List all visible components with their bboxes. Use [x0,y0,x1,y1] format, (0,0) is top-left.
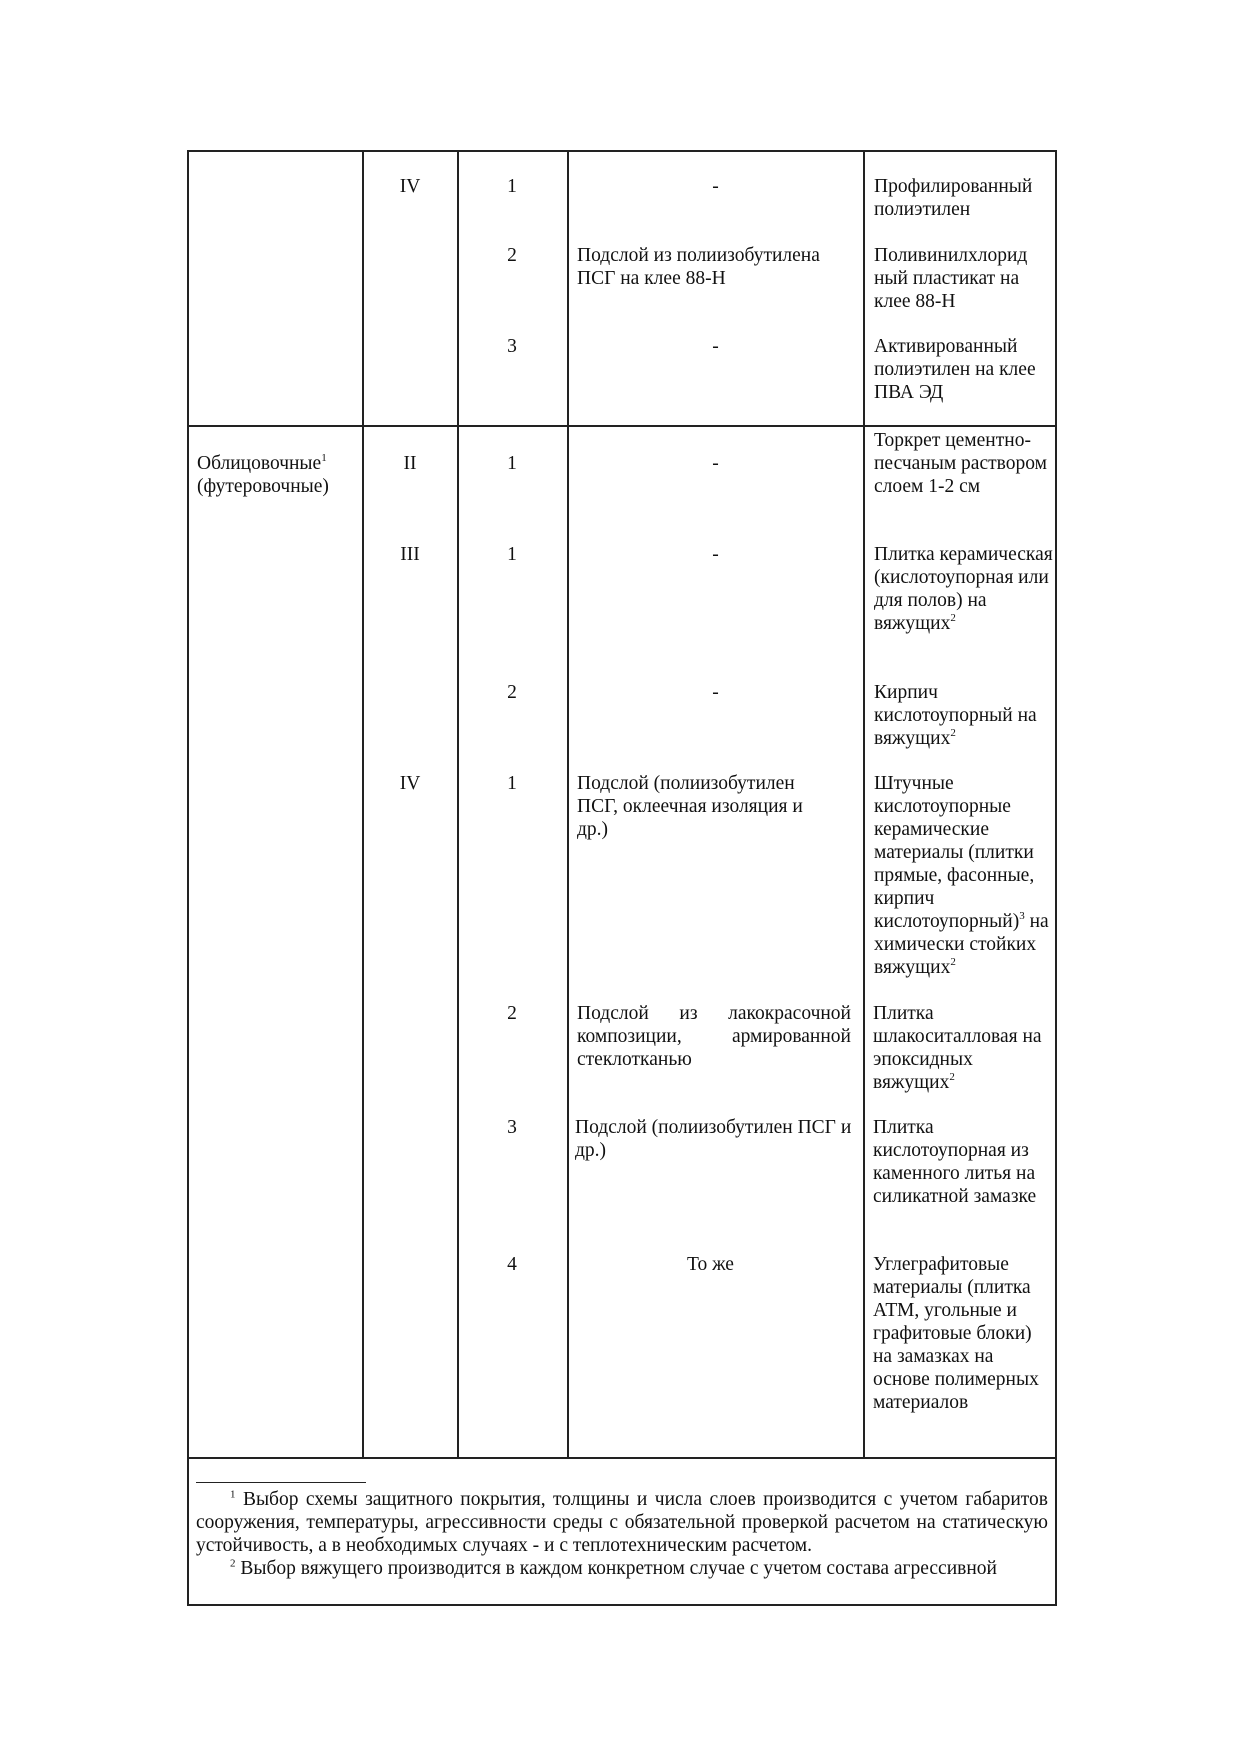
sublayer-cell: - [712,544,719,565]
footnote-ref: 3 [1019,909,1025,922]
layer-number: 1 [507,176,517,197]
footnote-text: Выбор вяжущего производится в каждом конкретном случае с учетом состава агрессивной [240,1558,997,1579]
row-divider-section [187,425,1057,427]
stage-label: IV [399,176,421,197]
group-name [197,452,362,475]
coating-cell: Торкрет цементно-песчаным раствором слоем 1-2 см [874,430,1047,497]
sublayer-cell: То же [687,1254,734,1275]
footnote-separator [196,1482,366,1483]
sublayer-cell: Подслой (полиизобутилен ПСГ, оклеечная изоляция и др.) [577,773,803,840]
sublayer-line: композиции, армированной [577,1026,851,1047]
col-divider-1 [362,150,364,1458]
layer-number: 1 [507,453,517,474]
footnote-ref: 2 [950,726,956,739]
group-name-text: Облицовочные [197,453,322,474]
group-name-sub: (футеровочные) [197,476,329,497]
coating-cell: Поливинилхлорид ный пластикат на клее 88-Н [874,245,1028,312]
layer-number: 2 [507,245,517,266]
stage-label: III [400,544,420,565]
footnote-ref: 1 [321,451,327,464]
coating-cell [874,543,1054,635]
layer-number: 3 [507,1117,517,1138]
coating-cell: Плитка кислотоупорная из каменного литья на силикатной замазке [873,1117,1037,1207]
sublayer-line: Подслой из лакокрасочной [577,1003,851,1024]
sublayer-cell: - [712,176,719,197]
footnote-ref: 2 [950,955,956,968]
row-divider-footnotes [187,1457,1057,1459]
footnote-2 [196,1557,1048,1580]
layer-number: 1 [507,773,517,794]
sublayer-cell: Подслой (полиизобутилен ПСГ и др.) [575,1117,852,1161]
coating-text: Плитка керамическая (кислотоупорная или для полов) на вяжущих [874,544,1053,634]
footnote-mark: 1 [230,1488,236,1501]
coating-cell [874,772,1054,979]
coating-text: на химически стойких вяжущих [874,911,1049,978]
footnote-text: Выбор схемы защитного покрытия, толщины и числа слоев производится с учетом габаритов сооружения, температуры, агрессивности среды с обязательной проверкой расчетом на статическую устойчивость, а в необходимых случаях - и с теплотехническим расчетом. [196,1489,1048,1556]
coating-cell [874,681,1054,750]
sublayer-cell: - [712,336,719,357]
footnote-mark: 2 [230,1557,236,1570]
sublayer-cell: Подслой из полиизобутилена ПСГ на клее 88-Н [577,245,820,289]
layer-number: 4 [507,1254,517,1275]
coating-cell: Профилированный полиэтилен [874,176,1033,220]
sublayer-cell: - [712,453,719,474]
stage-label: II [403,453,417,474]
layer-number: 3 [507,336,517,357]
footnote-ref: 2 [949,1070,955,1083]
footnote-1 [196,1488,1048,1557]
coating-text: Плитка шлакоситалловая на эпоксидных вяжущих [873,1003,1042,1093]
stage-label: IV [399,773,421,794]
footnote-ref: 2 [950,611,956,624]
layer-number: 2 [507,682,517,703]
col-divider-4 [863,150,865,1458]
sublayer-line: стеклотканью [577,1049,692,1070]
layer-number: 1 [507,544,517,565]
coating-cell: Углеграфитовые материалы (плитка АТМ, угольные и графитовые блоки) на замазках на основе полимерных материалов [873,1254,1039,1413]
layer-number: 2 [507,1003,517,1024]
coating-cell [873,1002,1053,1094]
coating-text: Кирпич кислотоупорный на вяжущих [874,682,1037,749]
coating-cell: Активированный полиэтилен на клее ПВА ЭД [874,336,1036,403]
coating-text: Штучные кислотоупорные керамические материалы (плитки прямые, фасонные, кирпич кислотоупорный) [874,773,1035,932]
sublayer-cell: - [712,682,719,703]
